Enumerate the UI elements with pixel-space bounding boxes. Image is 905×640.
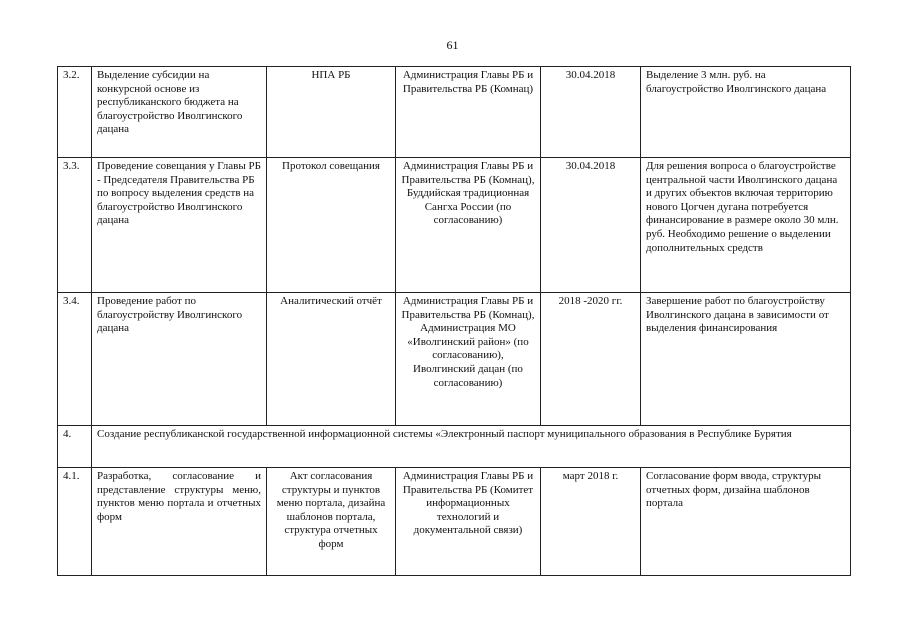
result-cell: Для решения вопроса о благоустройстве центральной части Иволгинского дацана и других объектов включая территорию нового Цогчен дугана потребуется финансирование в размере около 30 млн. руб. Необходимо решение о выделении дополнительных средств — [641, 158, 851, 293]
row-number: 3.3. — [58, 158, 92, 293]
deadline-cell: 2018 -2020 гг. — [541, 293, 641, 426]
responsible-cell: Администрация Главы РБ и Правительства РБ (Комнац) — [396, 67, 541, 158]
result-cell: Согласование форм ввода, структуры отчетных форм, дизайна шаблонов портала — [641, 468, 851, 576]
responsible-cell: Администрация Главы РБ и Правительства РБ (Комитет информационных технологий и документальной связи) — [396, 468, 541, 576]
deadline-cell: март 2018 г. — [541, 468, 641, 576]
table-row — [58, 67, 851, 158]
row-number: 4.1. — [58, 468, 92, 576]
deadline-cell: 30.04.2018 — [541, 67, 641, 158]
task-cell: Проведение работ по благоустройству Иволгинского дацана — [92, 293, 267, 426]
result-cell: Завершение работ по благоустройству Иволгинского дацана в зависимости от выделения финансирования — [641, 293, 851, 426]
deadline-cell: 30.04.2018 — [541, 158, 641, 293]
task-cell: Выделение субсидии на конкурсной основе из республиканского бюджета на благоустройство Иволгинского дацана — [92, 67, 267, 158]
document-form-cell: Протокол совещания — [267, 158, 396, 293]
result-cell: Выделение 3 млн. руб. на благоустройство Иволгинского дацана — [641, 67, 851, 158]
page-number: 61 — [446, 38, 459, 52]
section-number: 4. — [58, 426, 92, 468]
document-form-cell: Акт согласования структуры и пунктов меню портала, дизайна шаблонов портала, структура отчетных форм — [267, 468, 396, 576]
row-number: 3.2. — [58, 67, 92, 158]
task-cell: Проведение совещания у Главы РБ - Председателя Правительства РБ по вопросу выделения средств на благоустройство Иволгинского дацана — [92, 158, 267, 293]
section-row — [58, 426, 851, 468]
row-number: 3.4. — [58, 293, 92, 426]
task-cell: Разработка, согласование и представление структуры меню, пунктов меню портала и отчетных форм — [92, 468, 267, 576]
responsible-cell: Администрация Главы РБ и Правительства РБ (Комнац), Буддийская традиционная Сангха России (по согласованию) — [396, 158, 541, 293]
document-form-cell: Аналитический отчёт — [267, 293, 396, 426]
table-row — [58, 158, 851, 293]
responsible-cell: Администрация Главы РБ и Правительства РБ (Комнац), Администрация МО «Иволгинский район» (по согласованию), Иволгинский дацан (по согласованию) — [396, 293, 541, 426]
table-row — [58, 293, 851, 426]
plan-table — [57, 66, 851, 576]
document-form-cell: НПА РБ — [267, 67, 396, 158]
section-title: Создание республиканской государственной информационной системы «Электронный паспорт муниципального образования в Республике Бурятия — [92, 426, 851, 468]
table-row — [58, 468, 851, 576]
